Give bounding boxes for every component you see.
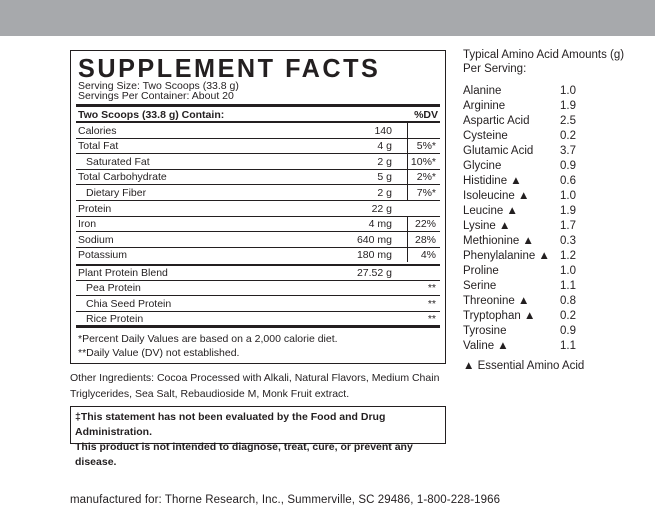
amino-value: 1.1 — [560, 340, 576, 352]
nutrient-name: Sodium — [78, 234, 114, 246]
list-item — [463, 324, 653, 339]
amino-name: Valine ▲ — [463, 340, 509, 352]
list-item — [463, 204, 653, 219]
essential-amino-legend: ▲ Essential Amino Acid — [463, 360, 585, 372]
column-divider — [407, 123, 408, 138]
other-ingredients: Other Ingredients: Cocoa Processed with Alkali, Natural Flavors, Medium Chain Triglycerides, Sea Salt, Rebaudioside M, Monk Fruit extract. — [70, 372, 440, 400]
amino-value: 0.2 — [560, 130, 576, 142]
amino-value: 0.9 — [560, 325, 576, 337]
column-divider — [407, 154, 408, 169]
list-item — [463, 99, 653, 114]
amino-name: Leucine ▲ — [463, 205, 518, 217]
nutrient-dv: 4% — [420, 249, 436, 261]
nutrient-amount: 180 mg — [356, 249, 392, 261]
column-divider — [407, 185, 408, 200]
nutrient-dv: 10%* — [410, 156, 436, 168]
table-row — [76, 185, 440, 200]
column-divider — [407, 138, 408, 153]
table-row — [76, 280, 440, 295]
table-row — [76, 247, 440, 262]
nutrient-dv: ** — [427, 298, 436, 310]
nutrient-amount: 5 g — [377, 171, 392, 183]
list-item — [463, 309, 653, 324]
fda-statement — [70, 406, 446, 468]
column-divider — [407, 232, 408, 247]
amino-name: Glutamic Acid — [463, 145, 534, 157]
nutrient-name: Potassium — [78, 249, 128, 261]
column-divider — [407, 247, 408, 262]
table-row — [76, 296, 440, 311]
amino-name: Tryptophan ▲ — [463, 310, 536, 322]
amino-value: 1.0 — [560, 85, 576, 97]
list-item — [463, 189, 653, 204]
nutrient-amount: 140 — [374, 125, 392, 137]
nutrient-dv: 22% — [414, 218, 436, 230]
amino-name: Alanine — [463, 85, 502, 97]
nutrient-name: Dietary Fiber — [86, 187, 147, 199]
amino-name: Arginine — [463, 100, 506, 112]
nutrient-dv: ** — [427, 313, 436, 325]
amino-name: Histidine ▲ — [463, 175, 522, 187]
amino-value: 3.7 — [560, 145, 576, 157]
top-banner — [0, 0, 655, 36]
fda-statement-line-1: ‡This statement has not been evaluated by the Food and Drug Administration. — [75, 411, 386, 438]
table-row — [76, 216, 440, 231]
nutrient-dv: 7%* — [416, 187, 436, 199]
list-item — [463, 144, 653, 159]
footnote-not-established: **Daily Value (DV) not established. — [78, 347, 240, 359]
amino-heading-line-2: Per Serving: — [463, 63, 527, 75]
column-divider — [407, 216, 408, 231]
nutrient-name: Iron — [78, 218, 97, 230]
nutrient-name: Saturated Fat — [86, 156, 150, 168]
amino-name: Phenylalanine ▲ — [463, 250, 550, 262]
amino-value: 0.6 — [560, 175, 576, 187]
list-item — [463, 219, 653, 234]
amino-value: 1.0 — [560, 190, 576, 202]
nutrient-name: Rice Protein — [86, 313, 144, 325]
amino-name: Threonine ▲ — [463, 295, 530, 307]
fda-statement-line-2: This product is not intended to diagnose, treat, cure, or prevent any disease. — [75, 441, 413, 468]
facts-title: SUPPLEMENT FACTS — [78, 53, 381, 83]
facts-header-dv: %DV — [414, 109, 438, 121]
amino-name: Tyrosine — [463, 325, 507, 337]
amino-name: Glycine — [463, 160, 502, 172]
nutrient-amount: 4 g — [377, 140, 392, 152]
amino-value: 1.0 — [560, 265, 576, 277]
list-item — [463, 264, 653, 279]
supplement-facts-panel — [70, 50, 446, 364]
nutrient-amount: 2 g — [377, 156, 392, 168]
amino-value: 0.2 — [560, 310, 576, 322]
nutrient-name: Pea Protein — [86, 282, 141, 294]
list-item — [463, 159, 653, 174]
nutrient-amount: 2 g — [377, 187, 392, 199]
nutrient-name: Total Fat — [78, 140, 119, 152]
amino-name: Methionine ▲ — [463, 235, 534, 247]
nutrient-dv: ** — [427, 282, 436, 294]
amino-value: 0.3 — [560, 235, 576, 247]
nutrient-amount: 27.52 g — [356, 267, 392, 279]
amino-name: Lysine ▲ — [463, 220, 511, 232]
amino-value: 1.7 — [560, 220, 576, 232]
nutrient-dv: 5%* — [416, 140, 436, 152]
nutrient-dv: 2%* — [416, 171, 436, 183]
amino-name: Aspartic Acid — [463, 115, 530, 127]
list-item — [463, 249, 653, 264]
table-row — [76, 138, 440, 153]
table-row — [76, 154, 440, 169]
manufacturer-info: manufactured for: Thorne Research, Inc., Summerville, SC 29486, 1-800-228-1966 — [70, 494, 501, 506]
footnote-dv: *Percent Daily Values are based on a 2,000 calorie diet. — [78, 333, 338, 345]
nutrient-name: Protein — [78, 203, 112, 215]
amino-acid-panel — [463, 48, 653, 372]
nutrient-name: Calories — [78, 125, 117, 137]
list-item — [463, 294, 653, 309]
amino-value: 0.8 — [560, 295, 576, 307]
nutrient-amount: 640 mg — [356, 234, 392, 246]
amino-value: 1.2 — [560, 250, 576, 262]
list-item — [463, 129, 653, 144]
table-row — [76, 169, 440, 184]
nutrient-dv: 28% — [414, 234, 436, 246]
table-row — [76, 265, 440, 280]
list-item — [463, 234, 653, 249]
amino-name: Cysteine — [463, 130, 508, 142]
table-row — [76, 123, 440, 138]
table-row — [76, 232, 440, 247]
amino-value: 1.9 — [560, 205, 576, 217]
amino-value: 1.9 — [560, 100, 576, 112]
list-item — [463, 174, 653, 189]
list-item — [463, 84, 653, 99]
table-row — [76, 311, 440, 326]
amino-value: 2.5 — [560, 115, 576, 127]
list-item — [463, 339, 653, 354]
amino-heading-line-1: Typical Amino Acid Amounts (g) — [463, 49, 625, 61]
nutrient-amount: 4 mg — [368, 218, 392, 230]
serving-size: Serving Size: Two Scoops (33.8 g) — [78, 80, 239, 92]
amino-name: Isoleucine ▲ — [463, 190, 530, 202]
nutrient-amount: 22 g — [371, 203, 392, 215]
amino-name: Proline — [463, 265, 499, 277]
table-row — [76, 201, 440, 216]
list-item — [463, 279, 653, 294]
nutrient-name: Chia Seed Protein — [86, 298, 172, 310]
facts-divider-thick — [76, 325, 440, 328]
amino-name: Serine — [463, 280, 497, 292]
servings-per-container: Servings Per Container: About 20 — [78, 90, 234, 102]
nutrient-name: Plant Protein Blend — [78, 267, 168, 279]
column-divider — [407, 169, 408, 184]
list-item — [463, 114, 653, 129]
amino-value: 0.9 — [560, 160, 576, 172]
amino-value: 1.1 — [560, 280, 576, 292]
nutrient-name: Total Carbohydrate — [78, 171, 167, 183]
facts-header-label: Two Scoops (33.8 g) Contain: — [78, 109, 225, 121]
